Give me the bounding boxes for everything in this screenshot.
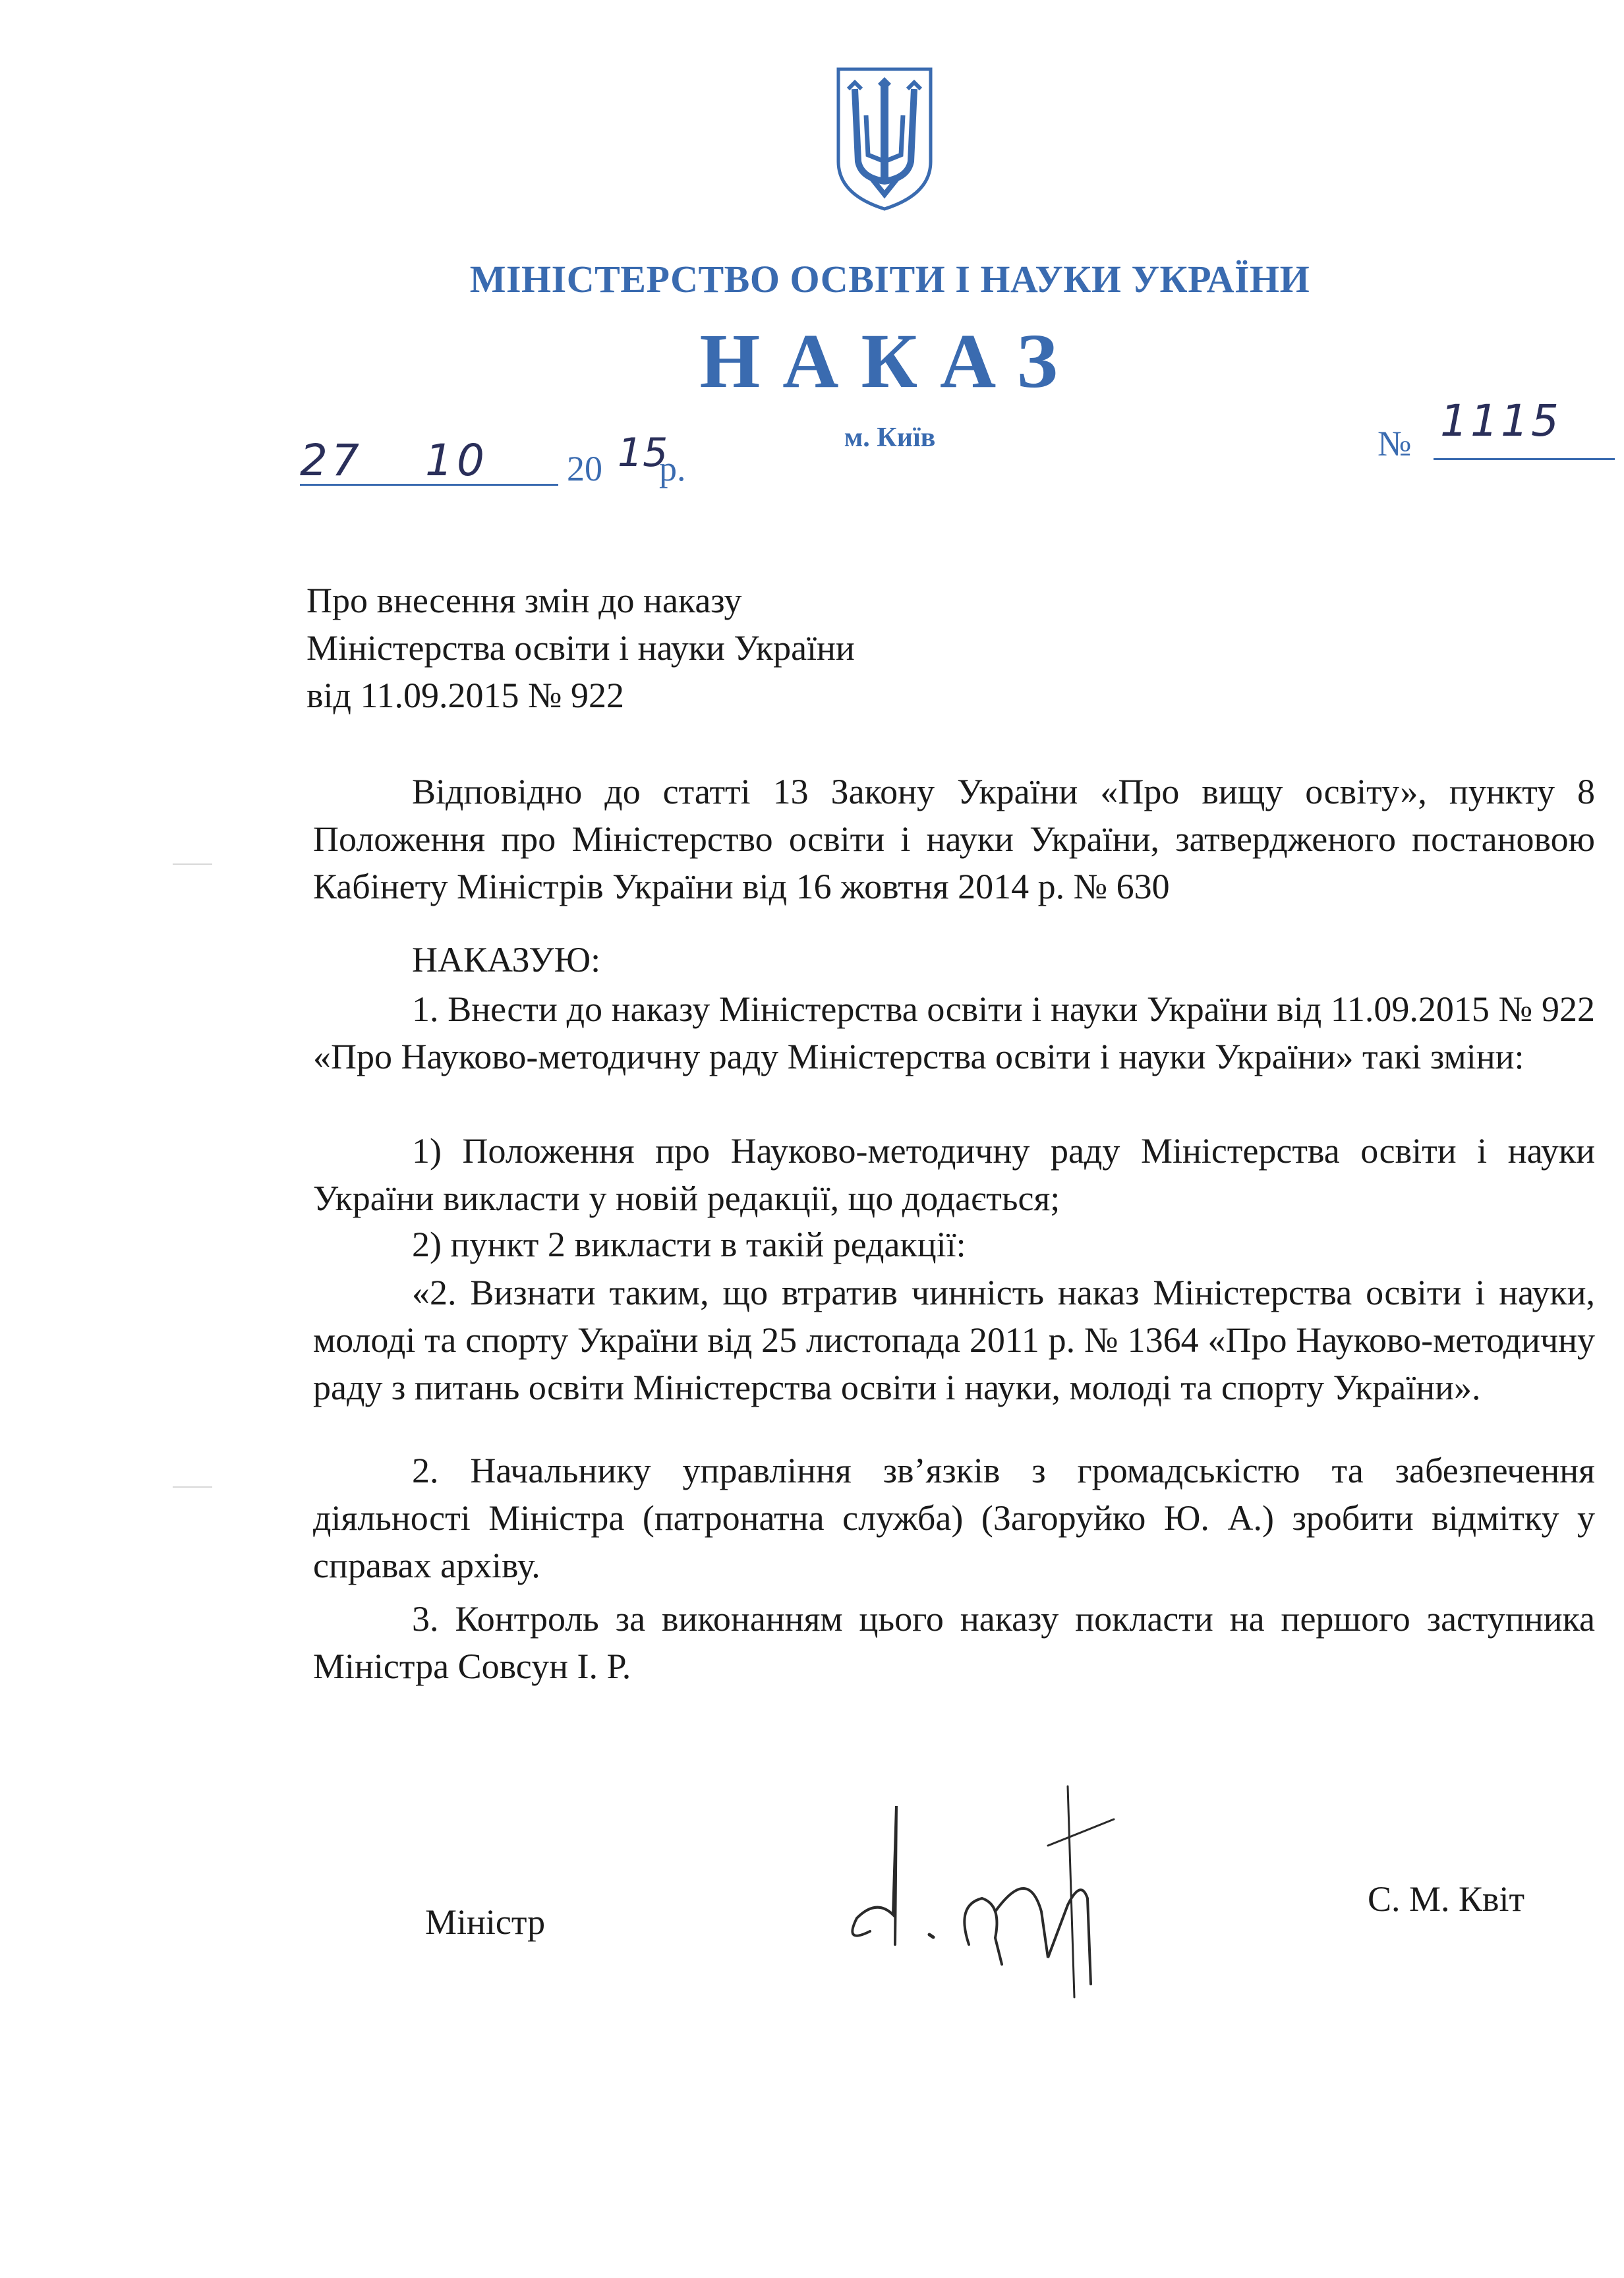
legal-basis-paragraph: Відповідно до статті 13 Закону України «Про вищу освіту», пункту 8 Положення про Міністерство освіти і науки України, затвердженого постановою Кабінету Міністрів України від 16 жовтня 2014 р. № 630 (313, 772, 1595, 906)
margin-mark (173, 863, 212, 865)
date-year-prefix: 20 (567, 449, 602, 488)
signer-title: Міністр (425, 1902, 546, 1942)
margin-mark (173, 1486, 212, 1488)
document-type-title: НАКАЗ (699, 318, 1080, 404)
subject-line: Про внесення змін до наказу (306, 581, 742, 620)
signer-name: С. М. Квіт (1368, 1879, 1525, 1919)
order-item-1-1: 1) Положення про Науково-методичну раду Міністерства освіти і науки України викласти у новій редакції, що додається; (313, 1131, 1595, 1218)
order-item-3: 3. Контроль за виконанням цього наказу покласти на першого заступника Міністра Совсун І. Р. (313, 1599, 1595, 1686)
trident-emblem-icon (832, 63, 937, 214)
number-value: 1115 (1440, 395, 1561, 446)
order-item-1-2: 2) пункт 2 викласти в такій редакції: (412, 1225, 966, 1264)
subject-line: від 11.09.2015 № 922 (306, 676, 624, 715)
date-underline (300, 484, 558, 486)
number-sign: № (1378, 424, 1412, 463)
document-date (300, 430, 695, 488)
date-day: 27 (300, 435, 363, 486)
order-item-1-2-quote: «2. Визнати таким, що втратив чинність наказ Міністерства освіти і науки, молоді та спорту України від 25 листопада 2011 р. № 1364 «Про Науково-методичну раду з питань освіти Міністерства освіти і науки, молоді та спорту України». (313, 1273, 1595, 1407)
date-year-mark: р. (659, 449, 686, 488)
ministry-name: МІНІСТЕРСТВО ОСВІТИ І НАУКИ УКРАЇНИ (469, 258, 1310, 301)
subject-line: Міністерства освіти і науки України (306, 628, 855, 668)
order-word: НАКАЗУЮ: (412, 940, 601, 979)
handwritten-signature-icon (830, 1747, 1173, 2010)
number-underline (1434, 458, 1615, 460)
city-label: м. Київ (844, 423, 936, 453)
order-subject (306, 577, 1097, 719)
document-number (1378, 395, 1621, 475)
date-year-suffix: 15 (618, 430, 668, 476)
date-month: 10 (425, 435, 488, 486)
order-item-1: 1. Внести до наказу Міністерства освіти і науки України від 11.09.2015 № 922 «Про Науково-методичну раду Міністерства освіти і науки України» такі зміни: (313, 989, 1595, 1076)
order-item-2: 2. Начальнику управління зв’язків з громадськістю та забезпечення діяльності Міністра (патронатна служба) (Загоруйко Ю. А.) зробити відмітку у справах архіву. (313, 1451, 1595, 1585)
